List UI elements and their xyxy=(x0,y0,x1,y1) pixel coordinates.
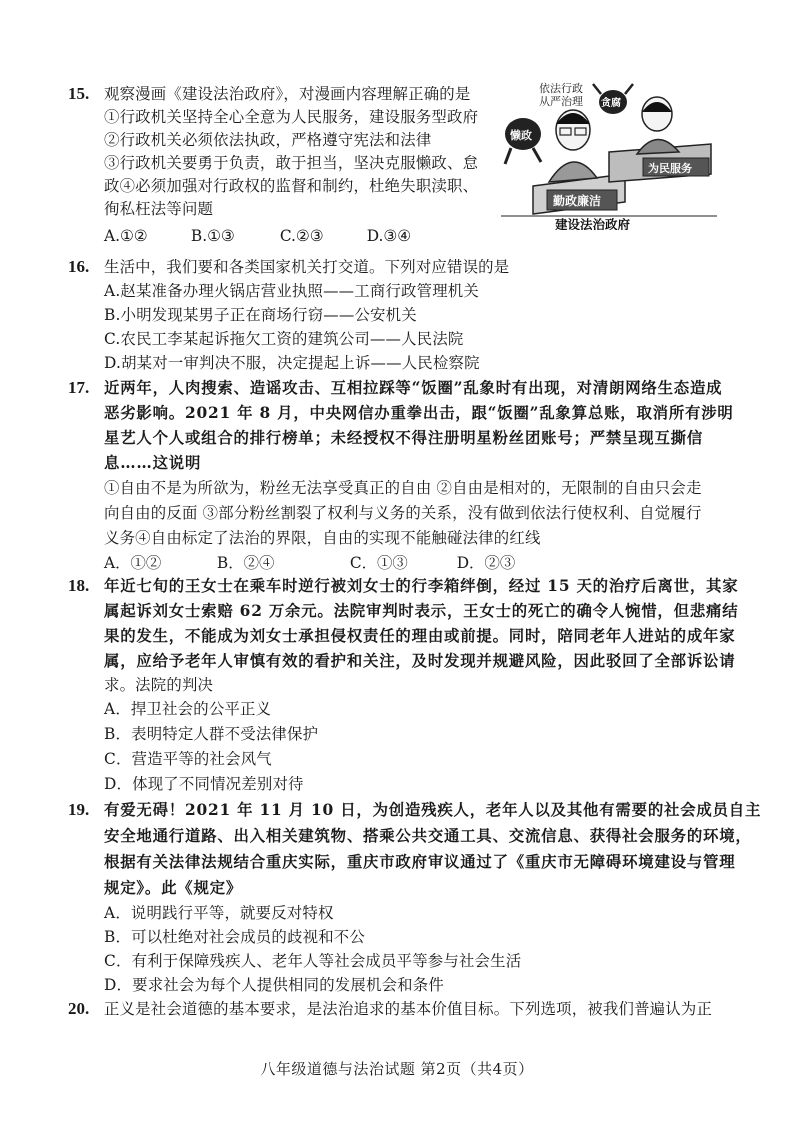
option-b[interactable]: B.①③ xyxy=(190,227,235,245)
page-footer: 八年级道德与法治试题 第2页（共4页） xyxy=(260,1060,534,1078)
option-b[interactable]: B.小明发现某男子正在商场行窃——公安机关 xyxy=(104,306,417,324)
option-d[interactable]: D．体现了不同情况差别对待 xyxy=(104,775,304,793)
statement-line-2: 向自由的反面 ③部分粉丝割裂了权利与义务的关系，没有做到依法行使权利、自觉履行 xyxy=(104,504,702,522)
question-number: 16. xyxy=(68,257,90,276)
option-d[interactable]: D．要求社会为每个人提供相同的发展机会和条件 xyxy=(104,976,444,994)
cartoon-caption: 建设法治政府 xyxy=(555,217,631,230)
question-stem-line-3: 根据有关法律法规结合重庆实际，重庆市政府审议通过了《重庆市无障碍环境建设与管理 xyxy=(104,853,736,871)
statement-4-cont: 徇私枉法等问题 xyxy=(104,200,214,218)
cartoon-illustration xyxy=(497,78,721,230)
official-left-figure xyxy=(549,110,597,182)
option-c[interactable]: C.农民工李某起诉拖欠工资的建筑公司——人民法院 xyxy=(104,330,464,348)
question-stem-line-1: 正义是社会道德的基本要求，是法治追求的基本价值目标。下列选项，被我们普遍认为正 xyxy=(104,1000,713,1018)
option-c[interactable]: C．有利于保障残疾人、老年人等社会成员平等参与社会生活 xyxy=(104,952,522,970)
option-c[interactable]: C.②③ xyxy=(279,227,324,245)
sign-serve: 为民服务 xyxy=(648,162,692,175)
question-stem-line-2: 安全地通行道路、出入相关建筑物、搭乘公共交通工具、交流信息、获得社会服务的环境， xyxy=(104,827,752,845)
option-b[interactable]: B．可以杜绝对社会成员的歧视和不公 xyxy=(104,928,365,946)
option-a[interactable]: A．说明践行平等，就要反对特权 xyxy=(104,904,334,922)
option-d[interactable]: D.③④ xyxy=(366,227,411,245)
question-stem-line-1: 近两年，人肉搜索、造谣攻击、互相拉踩等“饭圈”乱象时有出现，对清朗网络生态造成 xyxy=(104,379,723,397)
lazy-label: 懒政 xyxy=(510,129,532,142)
option-d[interactable]: D.胡某对一审判决不服，决定提起上诉——人民检察院 xyxy=(104,354,480,372)
option-a[interactable]: A．①② xyxy=(104,554,162,572)
question-stem-line-3: 星艺人个人或组合的排行榜单；未经授权不得注册明星粉丝团账号；严禁呈现互撕信 xyxy=(104,429,704,447)
question-stem-line-4: 属，应给予老年人审慎有效的看护和关注，及时发现并规避风险，因此驳回了全部诉讼请 xyxy=(104,652,736,670)
statement-line-3: 义务④自由标定了法治的界限，自由的实现不能触碰法律的红线 xyxy=(104,529,541,547)
statement-1: ①行政机关坚持全心全意为人民服务，建设服务型政府 xyxy=(104,108,479,126)
option-b[interactable]: B．表明特定人群不受法律保护 xyxy=(104,725,319,743)
question-stem-line-5: 求。法院的判决 xyxy=(104,676,214,694)
statement-line-1: ①自由不是为所欲为，粉丝无法享受真正的自由 ②自由是相对的，无限制的自由只会走 xyxy=(104,479,702,497)
question-stem: 生活中，我们要和各类国家机关打交道。下列对应错误的是 xyxy=(104,258,510,276)
option-a[interactable]: A．捍卫社会的公平正义 xyxy=(104,700,272,718)
question-number: 20. xyxy=(68,999,90,1018)
option-d[interactable]: D．②③ xyxy=(456,554,516,572)
question-number: 15. xyxy=(68,84,90,103)
sign-diligent: 勤政廉洁 xyxy=(553,194,602,208)
question-stem-line-2: 恶劣影响。2021 年 8 月，中央网信办重拳出击，跟“饭圈”乱象算总账，取消所有涉明 xyxy=(104,404,734,422)
question-stem-line-1: 有爱无碍！2021 年 11 月 10 日，为创造残疾人，老年人以及其他有需要的社会成员自主 xyxy=(104,801,762,819)
question-number: 17. xyxy=(68,378,90,397)
option-c[interactable]: C．①③ xyxy=(349,554,408,572)
greedy-label: 贪腐 xyxy=(601,98,621,109)
option-c[interactable]: C．营造平等的社会风气 xyxy=(104,750,272,768)
question-stem-line-4: 息……这说明 xyxy=(104,454,202,472)
question-stem-line-4: 规定》。此《规定》 xyxy=(104,879,243,897)
official-right-figure xyxy=(637,97,679,154)
question-stem-line-3: 果的发生，不能成为刘女士承担侵权责任的理由或前提。同时，陪同老年人进站的成年家 xyxy=(104,627,736,645)
statement-3-cont: 政④必须加强对行政权的监督和制约，杜绝失职渎职、 xyxy=(104,177,479,195)
question-stem: 观察漫画《建设法治政府》，对漫画内容理解正确的是 xyxy=(104,85,471,103)
option-b[interactable]: B．②④ xyxy=(216,554,275,572)
slogan-line-2: 从严治理 xyxy=(539,95,583,108)
question-number: 19. xyxy=(68,800,90,819)
answer-options xyxy=(104,227,411,245)
option-a[interactable]: A.赵某准备办理火锅店营业执照——工商行政管理机关 xyxy=(104,282,479,300)
question-stem-line-2: 属起诉刘女士索赔 62 万余元。法院审判时表示，王女士的死亡的确令人惋惜，但悲痛结 xyxy=(104,602,739,620)
question-number: 18. xyxy=(68,576,90,595)
slogan-line-1: 依法行政 xyxy=(539,82,583,95)
option-a[interactable]: A.①② xyxy=(104,227,148,245)
question-stem-line-1: 年近七旬的王女士在乘车时逆行被刘女士的行李箱绊倒，经过 15 天的治疗后离世，其家 xyxy=(104,577,739,595)
statement-2: ②行政机关必须依法执政，严格遵守宪法和法律 xyxy=(104,131,432,149)
answer-options xyxy=(104,551,515,573)
statement-3: ③行政机关要勇于负责，敢于担当，坚决克服懒政、怠 xyxy=(104,154,479,172)
